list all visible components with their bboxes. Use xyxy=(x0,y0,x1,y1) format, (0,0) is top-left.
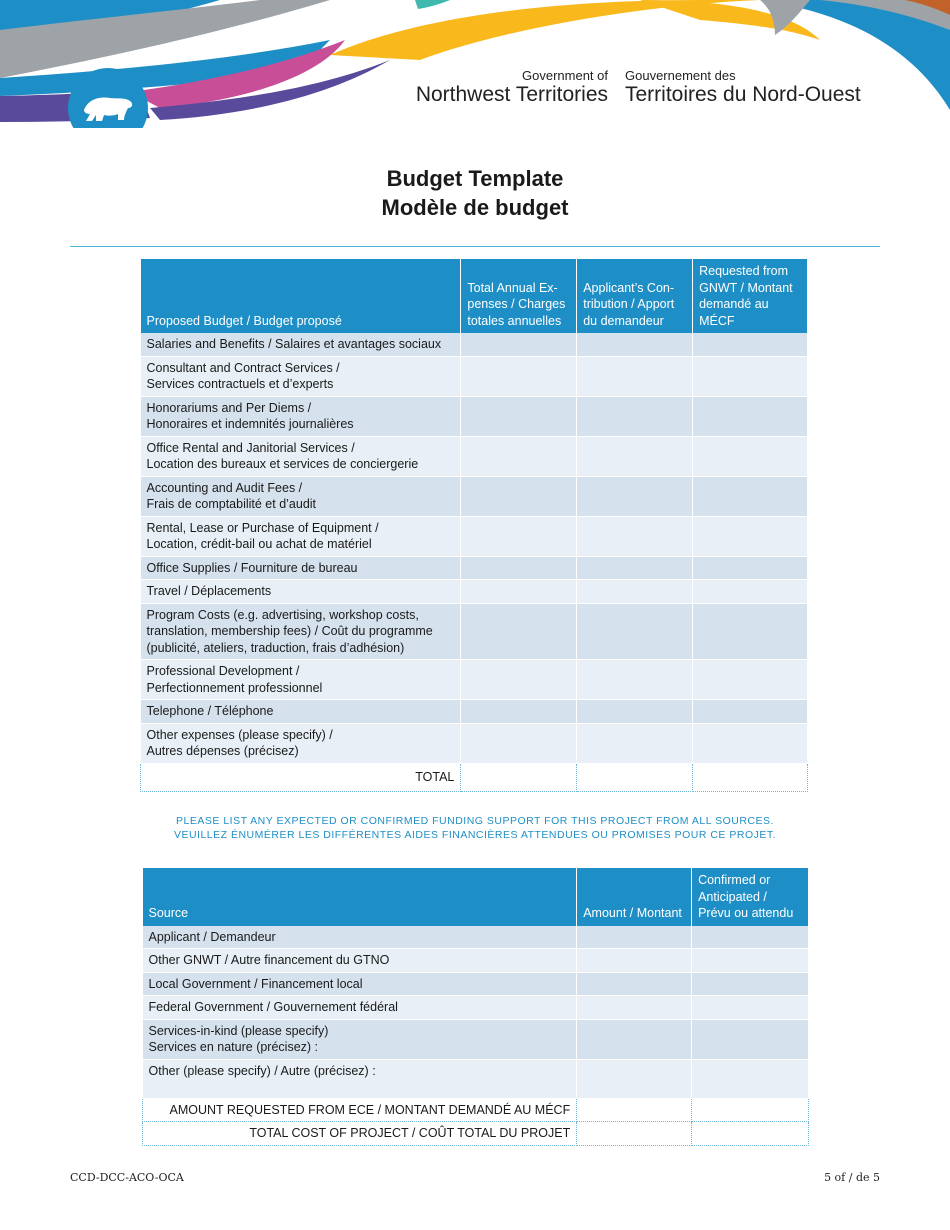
budget-row-label xyxy=(141,603,461,660)
requested-gnwt-input[interactable] xyxy=(693,580,808,604)
total-annual-input[interactable] xyxy=(461,476,577,516)
applicant-contribution-input[interactable] xyxy=(577,436,693,476)
funding-status-input[interactable] xyxy=(692,996,809,1020)
requested-total-input[interactable] xyxy=(693,763,808,791)
funding-amount-input[interactable] xyxy=(577,972,692,996)
total-annual-input[interactable] xyxy=(461,396,577,436)
government-name-fr xyxy=(625,68,861,107)
budget-row-label-line: Salaries and Benefits / Salaires et avantages sociaux xyxy=(146,337,442,351)
total-annual-input[interactable] xyxy=(461,556,577,580)
applicant-contribution-input[interactable] xyxy=(577,476,693,516)
budget-total-row xyxy=(141,763,808,791)
polar-bear-icon xyxy=(68,68,148,128)
total-cost-input[interactable] xyxy=(577,1122,692,1146)
budget-row xyxy=(141,660,808,700)
budget-row-label-line: Perfectionnement professionnel xyxy=(146,680,323,695)
budget-row-label-line: Location, crédit-bail ou achat de matériel xyxy=(146,537,372,551)
funding-status-input[interactable] xyxy=(692,1019,809,1059)
funding-row-label-line: Applicant / Demandeur xyxy=(148,929,276,944)
budget-row-label xyxy=(141,556,461,580)
total-annual-input[interactable] xyxy=(461,700,577,724)
requested-gnwt-input[interactable] xyxy=(693,556,808,580)
budget-header-applicant: Applicant’s Con-tribution / Apport du demandeur xyxy=(577,259,693,333)
budget-row-label-line: Professional Development / xyxy=(146,664,300,678)
total-cost-row xyxy=(143,1122,809,1146)
budget-row-label xyxy=(141,356,461,396)
budget-row-label-line: Office Supplies / Fourniture de bureau xyxy=(146,560,358,575)
budget-row-label-line: translation, membership fees) / Coût du programme xyxy=(146,624,433,638)
applicant-contribution-input[interactable] xyxy=(577,580,693,604)
budget-total-label: TOTAL xyxy=(141,763,461,791)
budget-row-label xyxy=(141,580,461,604)
funding-row-label xyxy=(143,926,577,949)
budget-header-proposed: Proposed Budget / Budget proposé xyxy=(141,259,461,333)
funding-row-label-line: Services-in-kind (please specify) xyxy=(148,1023,329,1038)
total-annual-input[interactable] xyxy=(461,516,577,556)
funding-amount-input[interactable] xyxy=(577,1019,692,1059)
budget-row-label xyxy=(141,700,461,724)
funding-table xyxy=(142,868,809,1146)
total-annual-input[interactable] xyxy=(461,660,577,700)
requested-gnwt-input[interactable] xyxy=(693,723,808,763)
amount-requested-row xyxy=(143,1098,809,1122)
government-name-en xyxy=(404,68,608,107)
total-cost-status-input[interactable] xyxy=(692,1122,809,1146)
funding-row xyxy=(143,949,809,973)
budget-row-label-line: Rental, Lease or Purchase of Equipment / xyxy=(146,520,379,535)
funding-status-input[interactable] xyxy=(692,926,809,949)
applicant-contribution-input[interactable] xyxy=(577,333,693,356)
gov-en-line1: Government of xyxy=(522,68,608,83)
budget-row xyxy=(141,700,808,724)
budget-row-label-line: Other expenses (please specify) / xyxy=(146,727,333,742)
funding-row xyxy=(143,1019,809,1059)
requested-gnwt-input[interactable] xyxy=(693,660,808,700)
funding-row-label-line: Other (please specify) / Autre (précisez) : xyxy=(148,1063,376,1078)
budget-row-label-line: Services contractuels et d’experts xyxy=(146,377,334,391)
funding-row xyxy=(143,926,809,949)
amount-requested-input[interactable] xyxy=(577,1098,692,1122)
funding-row xyxy=(143,1059,809,1098)
budget-row-label-line: Autres dépenses (précisez) xyxy=(146,744,299,758)
amount-requested-status-input[interactable] xyxy=(692,1098,809,1122)
funding-header-source: Source xyxy=(143,868,577,926)
budget-row-label-line: Travel / Déplacements xyxy=(146,584,272,598)
applicant-total-input[interactable] xyxy=(577,763,693,791)
budget-row xyxy=(141,396,808,436)
funding-row-label-line: Other GNWT / Autre financement du GTNO xyxy=(148,953,390,967)
requested-gnwt-input[interactable] xyxy=(693,396,808,436)
applicant-contribution-input[interactable] xyxy=(577,396,693,436)
budget-row xyxy=(141,603,808,660)
budget-row-label-line: Program Costs (e.g. advertising, workshop costs, xyxy=(146,607,419,622)
budget-row-label xyxy=(141,660,461,700)
applicant-contribution-input[interactable] xyxy=(577,556,693,580)
total-annual-input[interactable] xyxy=(461,603,577,660)
budget-row-label-line: Frais de comptabilité et d’audit xyxy=(146,497,317,511)
budget-row-label xyxy=(141,396,461,436)
budget-row-label-line: Accounting and Audit Fees / xyxy=(146,480,303,495)
funding-amount-input[interactable] xyxy=(577,949,692,973)
funding-row xyxy=(143,996,809,1020)
funding-status-input[interactable] xyxy=(692,1059,809,1098)
funding-row-label xyxy=(143,949,577,973)
budget-row-label-line: Honoraires et indemnités journalières xyxy=(146,417,354,431)
applicant-contribution-input[interactable] xyxy=(577,356,693,396)
budget-row-label-line: (publicité, ateliers, traduction, frais d’adhésion) xyxy=(146,640,405,655)
budget-row-label xyxy=(141,333,461,356)
budget-row-label-line: Honorariums and Per Diems / xyxy=(146,400,312,415)
budget-header-total-annual: Total Annual Ex-penses / Charges totales annuelles xyxy=(461,259,577,333)
requested-gnwt-input[interactable] xyxy=(693,516,808,556)
gov-fr-line1: Gouvernement des xyxy=(625,68,736,83)
requested-gnwt-input[interactable] xyxy=(693,436,808,476)
requested-gnwt-input[interactable] xyxy=(693,476,808,516)
requested-gnwt-input[interactable] xyxy=(693,333,808,356)
page-number: 5 of / de 5 xyxy=(824,1171,880,1184)
funding-amount-input[interactable] xyxy=(577,926,692,949)
budget-row-label xyxy=(141,723,461,763)
funding-row xyxy=(143,972,809,996)
requested-gnwt-input[interactable] xyxy=(693,700,808,724)
total-annual-total-input[interactable] xyxy=(461,763,577,791)
notice-fr: VEUILLEZ ÉNUMÉRER LES DIFFÉRENTES AIDES FINANCIÈRES ATTENDUES OU PROMISES POUR CE PROJET. xyxy=(173,829,777,841)
funding-header-amount: Amount / Montant xyxy=(577,868,692,926)
funding-amount-input[interactable] xyxy=(577,996,692,1020)
budget-row-label-line: Telephone / Téléphone xyxy=(146,704,274,718)
budget-row-label xyxy=(141,516,461,556)
funding-row-label xyxy=(143,972,577,996)
total-annual-input[interactable] xyxy=(461,723,577,763)
funding-header-status: Confirmed or Anticipated / Prévu ou attendu xyxy=(692,868,809,926)
funding-row-label xyxy=(143,1059,577,1098)
amount-requested-label: AMOUNT REQUESTED FROM ECE / MONTANT DEMANDÉ AU MÉCF xyxy=(143,1098,577,1122)
funding-row-label-line: Services en nature (précisez) : xyxy=(148,1040,319,1054)
budget-row-label xyxy=(141,476,461,516)
title-divider xyxy=(70,246,880,247)
gov-en-line2: Northwest Territories xyxy=(415,83,608,106)
requested-gnwt-input[interactable] xyxy=(693,603,808,660)
applicant-contribution-input[interactable] xyxy=(577,516,693,556)
budget-row xyxy=(141,556,808,580)
page-title xyxy=(0,164,950,222)
budget-row xyxy=(141,516,808,556)
budget-row-label-line: Office Rental and Janitorial Services / xyxy=(146,440,355,455)
applicant-contribution-input[interactable] xyxy=(577,660,693,700)
budget-row xyxy=(141,723,808,763)
funding-status-input[interactable] xyxy=(692,949,809,973)
budget-header-requested: Requested from GNWT / Montant demandé au MÉCF xyxy=(693,259,808,333)
total-annual-input[interactable] xyxy=(461,436,577,476)
funding-notice xyxy=(0,814,950,842)
total-cost-label: TOTAL COST OF PROJECT / COÛT TOTAL DU PROJET xyxy=(143,1122,577,1146)
budget-row-label-line: Consultant and Contract Services / xyxy=(146,360,340,375)
notice-en: PLEASE LIST ANY EXPECTED OR CONFIRMED FUNDING SUPPORT FOR THIS PROJECT FROM ALL SOURCES. xyxy=(176,815,774,827)
funding-row-label-line: Local Government / Financement local xyxy=(148,976,363,991)
budget-row xyxy=(141,333,808,356)
form-code: CCD-DCC-ACO-OCA xyxy=(70,1171,184,1184)
applicant-contribution-input[interactable] xyxy=(577,723,693,763)
requested-gnwt-input[interactable] xyxy=(693,356,808,396)
funding-row-label-line: Federal Government / Gouvernement fédéral xyxy=(148,1000,398,1014)
funding-amount-input[interactable] xyxy=(577,1059,692,1098)
budget-table xyxy=(140,259,808,792)
applicant-contribution-input[interactable] xyxy=(577,700,693,724)
funding-row-label xyxy=(143,996,577,1020)
total-annual-input[interactable] xyxy=(461,356,577,396)
budget-row xyxy=(141,356,808,396)
budget-row xyxy=(141,476,808,516)
applicant-contribution-input[interactable] xyxy=(577,603,693,660)
budget-row xyxy=(141,436,808,476)
title-fr: Modèle de budget xyxy=(381,195,569,220)
total-annual-input[interactable] xyxy=(461,580,577,604)
budget-row xyxy=(141,580,808,604)
gov-fr-line2: Territoires du Nord-Ouest xyxy=(625,83,861,106)
funding-row-label xyxy=(143,1019,577,1059)
budget-row-label xyxy=(141,436,461,476)
total-annual-input[interactable] xyxy=(461,333,577,356)
budget-row-label-line: Location des bureaux et services de conciergerie xyxy=(146,457,419,471)
funding-status-input[interactable] xyxy=(692,972,809,996)
title-en: Budget Template xyxy=(386,166,564,191)
